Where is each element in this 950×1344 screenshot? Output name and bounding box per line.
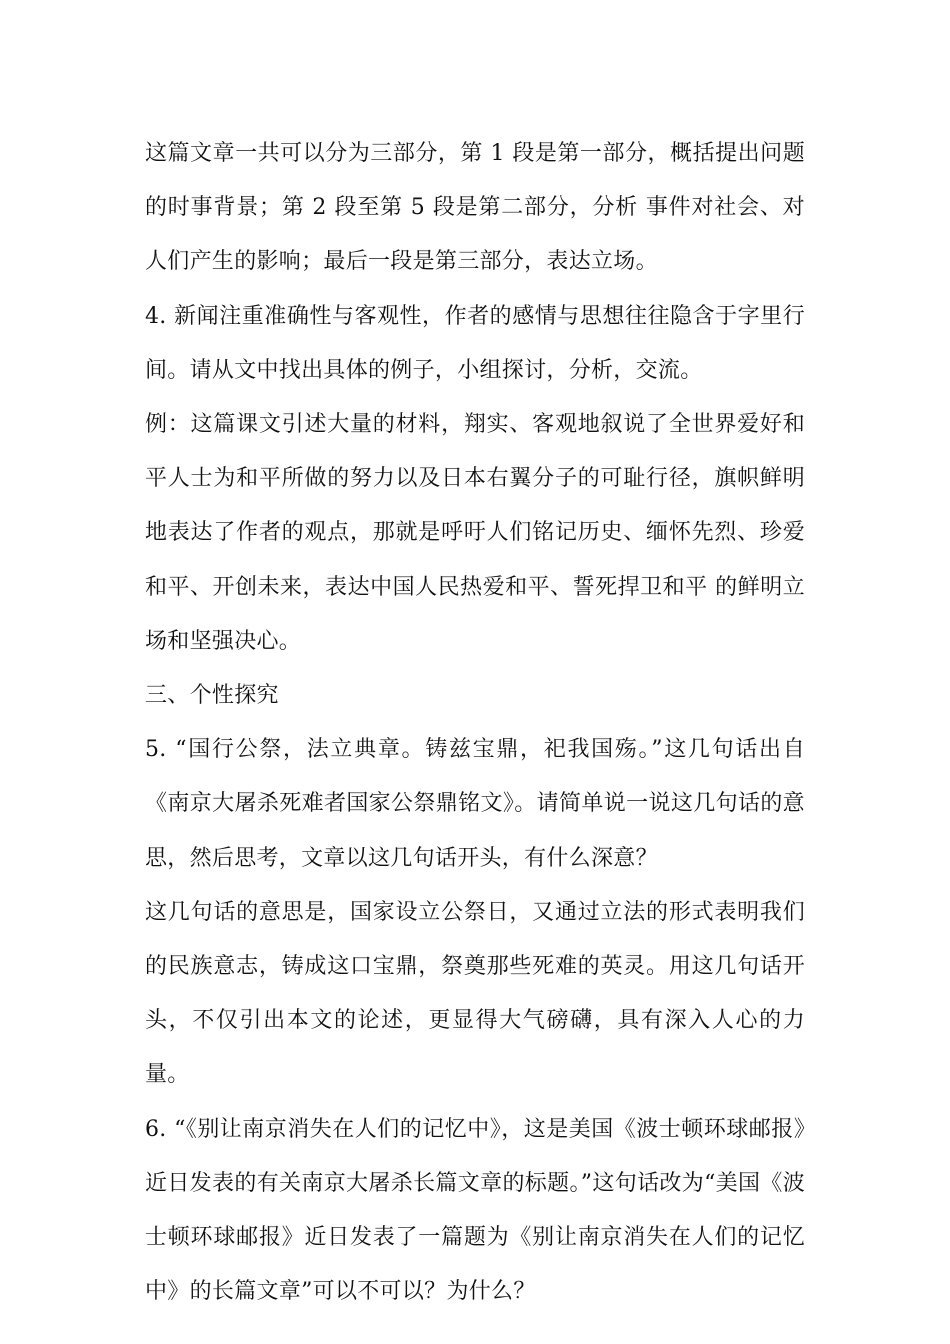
paragraph-structure-analysis: 这篇文章一共可以分为三部分，第 1 段是第一部分，概括提出问题的时事背景；第 2 段至第 5 段是第二部分，分析 事件对社会、对人们产生的影响；最后一段是第三部分，表达立场。 — [145, 141, 805, 275]
section-heading-personal-inquiry: 三、个性探究 — [145, 683, 279, 709]
answer-5: 这几句话的意思是，国家设立公祭日，又通过立法的形式表明我们的民族意志，铸成这口宝鼎，祭奠那些死难的英灵。用这几句话开头，不仅引出本文的论述，更显得大气磅礴，具有深入人心的力量。 — [145, 899, 805, 1088]
answer-4-example: 例：这篇课文引述大量的材料，翔实、客观地叙说了全世界爱好和平人士为和平所做的努力以及日本右翼分子的可耻行径，旗帜鲜明地表达了作者的观点，那就是呼吁人们铭记历史、缅怀先烈、珍爱和平、开创未来，表达中国人民热爱和平、誓死捍卫和平 的鲜明立场和坚强决心。 — [145, 412, 805, 654]
document-body — [145, 127, 805, 1319]
question-6: 6. “《别让南京消失在人们的记忆中》，这是美国《波士顿环球邮报》近日发表的有关南京大屠杀长篇文章的标题。”这句话改为“美国《波士顿环球邮报》近日发表了一篇题为《别让南京消失在人们的记忆中》的长篇文章”可以不可以？为什么？ — [145, 1116, 805, 1305]
question-5: 5. “国行公祭，法立典章。铸兹宝鼎，祀我国殇。”这几句话出自《南京大屠杀死难者国家公祭鼎铭文》。请简单说一说这几句话的意思，然后思考，文章以这几句话开头，有什么深意？ — [145, 737, 805, 871]
question-4: 4. 新闻注重准确性与客观性，作者的感情与思想往往隐含于字里行间。请从文中找出具体的例子，小组探讨，分析，交流。 — [145, 303, 805, 383]
